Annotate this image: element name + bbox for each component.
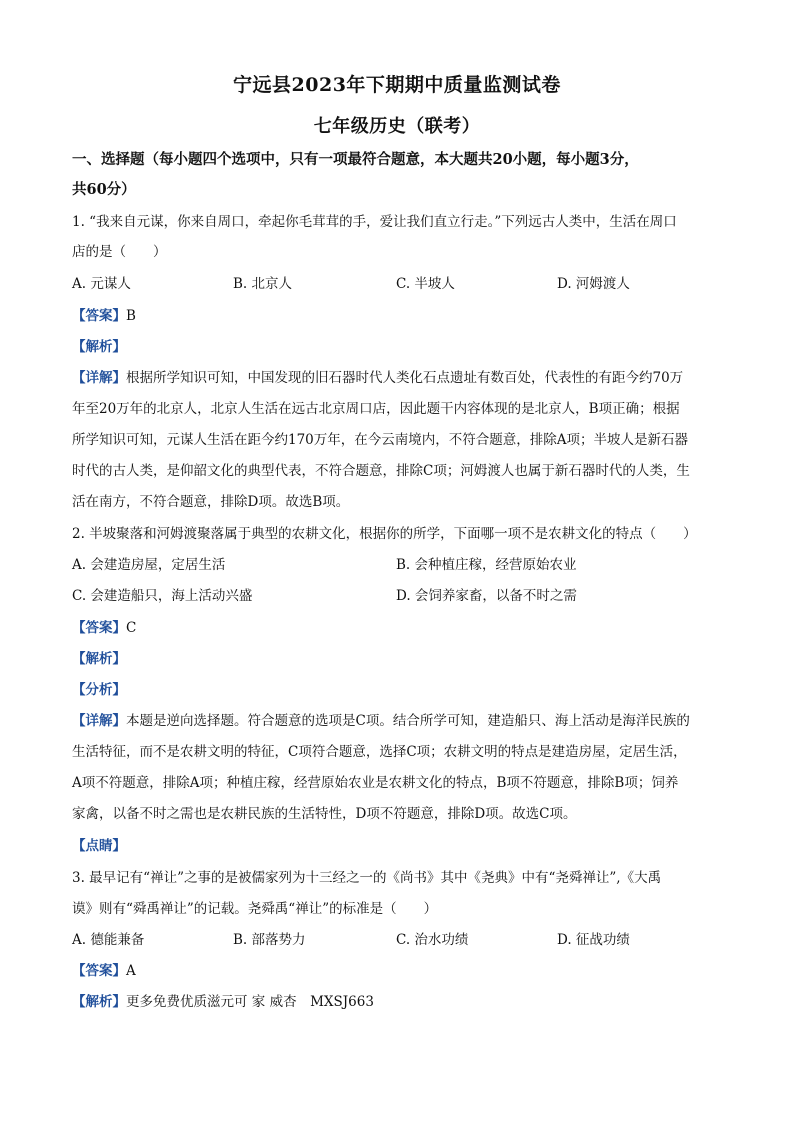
section-heading: 一、选择题（每小题四个选项中，只有一项最符合题意，本大题共20小题，每小题3分， xyxy=(72,151,639,168)
q2-dianjing-tag xyxy=(72,836,722,856)
q1-detail-line xyxy=(72,368,722,388)
answer-tag: 【答案】 xyxy=(72,620,126,636)
analysis-tag: 【解析】 xyxy=(72,651,126,667)
q2-option-c: C. 会建造船只，海上活动兴盛 xyxy=(72,588,253,604)
q3-option-a: A. 德能兼备 xyxy=(72,932,145,948)
q1-option-d: D. 河姆渡人 xyxy=(557,276,630,292)
q2-fenxi-tag xyxy=(72,680,722,700)
q2-detail-line: 家禽，以备不时之需也是农耕民族的生活特性，D项不符题意，排除D项。故选C项。 xyxy=(72,806,577,822)
q3-option-d: D. 征战功绩 xyxy=(557,932,630,948)
answer-value: C xyxy=(126,620,137,636)
document-subtitle: 七年级历史（联考） xyxy=(313,116,481,137)
q1-option-b: B. 北京人 xyxy=(233,276,293,292)
question-2-stem: 2. 半坡聚落和河姆渡聚落属于典型的农耕文化，根据你的所学，下面哪一项不是农耕文化的特点（ ） xyxy=(72,526,697,542)
detail-text: 根据所学知识可知，中国发现的旧石器时代人类化石点遗址有数百处，代表性的有距今约70万 xyxy=(126,370,684,386)
analysis-tag: 【解析】 xyxy=(72,339,126,355)
detail-tag: 【详解】 xyxy=(72,370,126,386)
q3-option-b: B. 部落势力 xyxy=(233,932,306,948)
section-heading-cont: 共60分） xyxy=(72,181,136,198)
analysis-text: 更多免费优质滋元可 家 威杏 MXSJ663 xyxy=(126,994,374,1010)
question-1-stem: 1. “我来自元谋，你来自周口，牵起你毛茸茸的手，爱让我们直立行走。”下列远古人类中，生活在周口 xyxy=(72,214,677,230)
answer-value: B xyxy=(126,308,136,324)
q1-detail-line: 活在南方，不符合题意，排除D项。故选B项。 xyxy=(72,494,350,510)
question-1-stem-cont: 店的是（ ） xyxy=(72,244,167,260)
detail-text: 本题是逆向选择题。符合题意的选项是C项。结合所学可知，建造船只、海上活动是海洋民族的 xyxy=(126,713,690,729)
fenxi-tag: 【分析】 xyxy=(72,682,126,698)
q1-detail-line: 所学知识可知，元谋人生活在距今约170万年，在今云南境内，不符合题意，排除A项；半坡人是新石器 xyxy=(72,432,689,448)
q1-detail-line: 时代的古人类，是仰韶文化的典型代表，不符合题意，排除C项；河姆渡人也属于新石器时代的人类，生 xyxy=(72,463,690,479)
q2-option-d: D. 会饲养家畜，以备不时之需 xyxy=(396,588,577,604)
analysis-tag: 【解析】 xyxy=(72,994,126,1010)
answer-value: A xyxy=(126,963,136,979)
q2-detail-line: 生活特征，而不是农耕文明的特征，C项符合题意，选择C项；农耕文明的特点是建造房屋，定居生活， xyxy=(72,744,687,760)
q1-option-c: C. 半坡人 xyxy=(396,276,455,292)
q2-option-a: A. 会建造房屋，定居生活 xyxy=(72,557,226,573)
q1-analysis-tag xyxy=(72,337,722,357)
q3-option-c: C. 治水功绩 xyxy=(396,932,469,948)
answer-tag: 【答案】 xyxy=(72,308,126,324)
q2-option-b: B. 会种植庄稼，经营原始农业 xyxy=(396,557,577,573)
q2-answer xyxy=(72,618,722,638)
q1-answer xyxy=(72,306,722,326)
dianjing-tag: 【点睛】 xyxy=(72,838,126,854)
q1-detail-line: 年至20万年的北京人，北京人生活在远古北京周口店，因此题干内容体现的是北京人，B项正确；根据 xyxy=(72,401,680,417)
detail-tag: 【详解】 xyxy=(72,713,126,729)
q2-analysis-tag xyxy=(72,649,722,669)
document-title: 宁远县2023年下期期中质量监测试卷 xyxy=(233,74,561,96)
q1-option-a: A. 元谋人 xyxy=(72,276,131,292)
answer-tag: 【答案】 xyxy=(72,963,126,979)
q2-detail-line: A项不符题意，排除A项；种植庄稼，经营原始农业是农耕文化的特点，B项不符题意，排除B项；饲养 xyxy=(72,775,679,791)
q3-answer xyxy=(72,961,722,981)
question-3-stem-cont: 谟》则有“舜禹禅让”的记载。尧舜禹“禅让”的标准是（ ） xyxy=(72,901,438,917)
q3-analysis xyxy=(72,992,722,1012)
question-3-stem: 3. 最早记有“禅让”之事的是被儒家列为十三经之一的《尚书》其中《尧典》中有“尧舜禅让”,《大禹 xyxy=(72,870,662,886)
q2-detail-line xyxy=(72,711,722,731)
